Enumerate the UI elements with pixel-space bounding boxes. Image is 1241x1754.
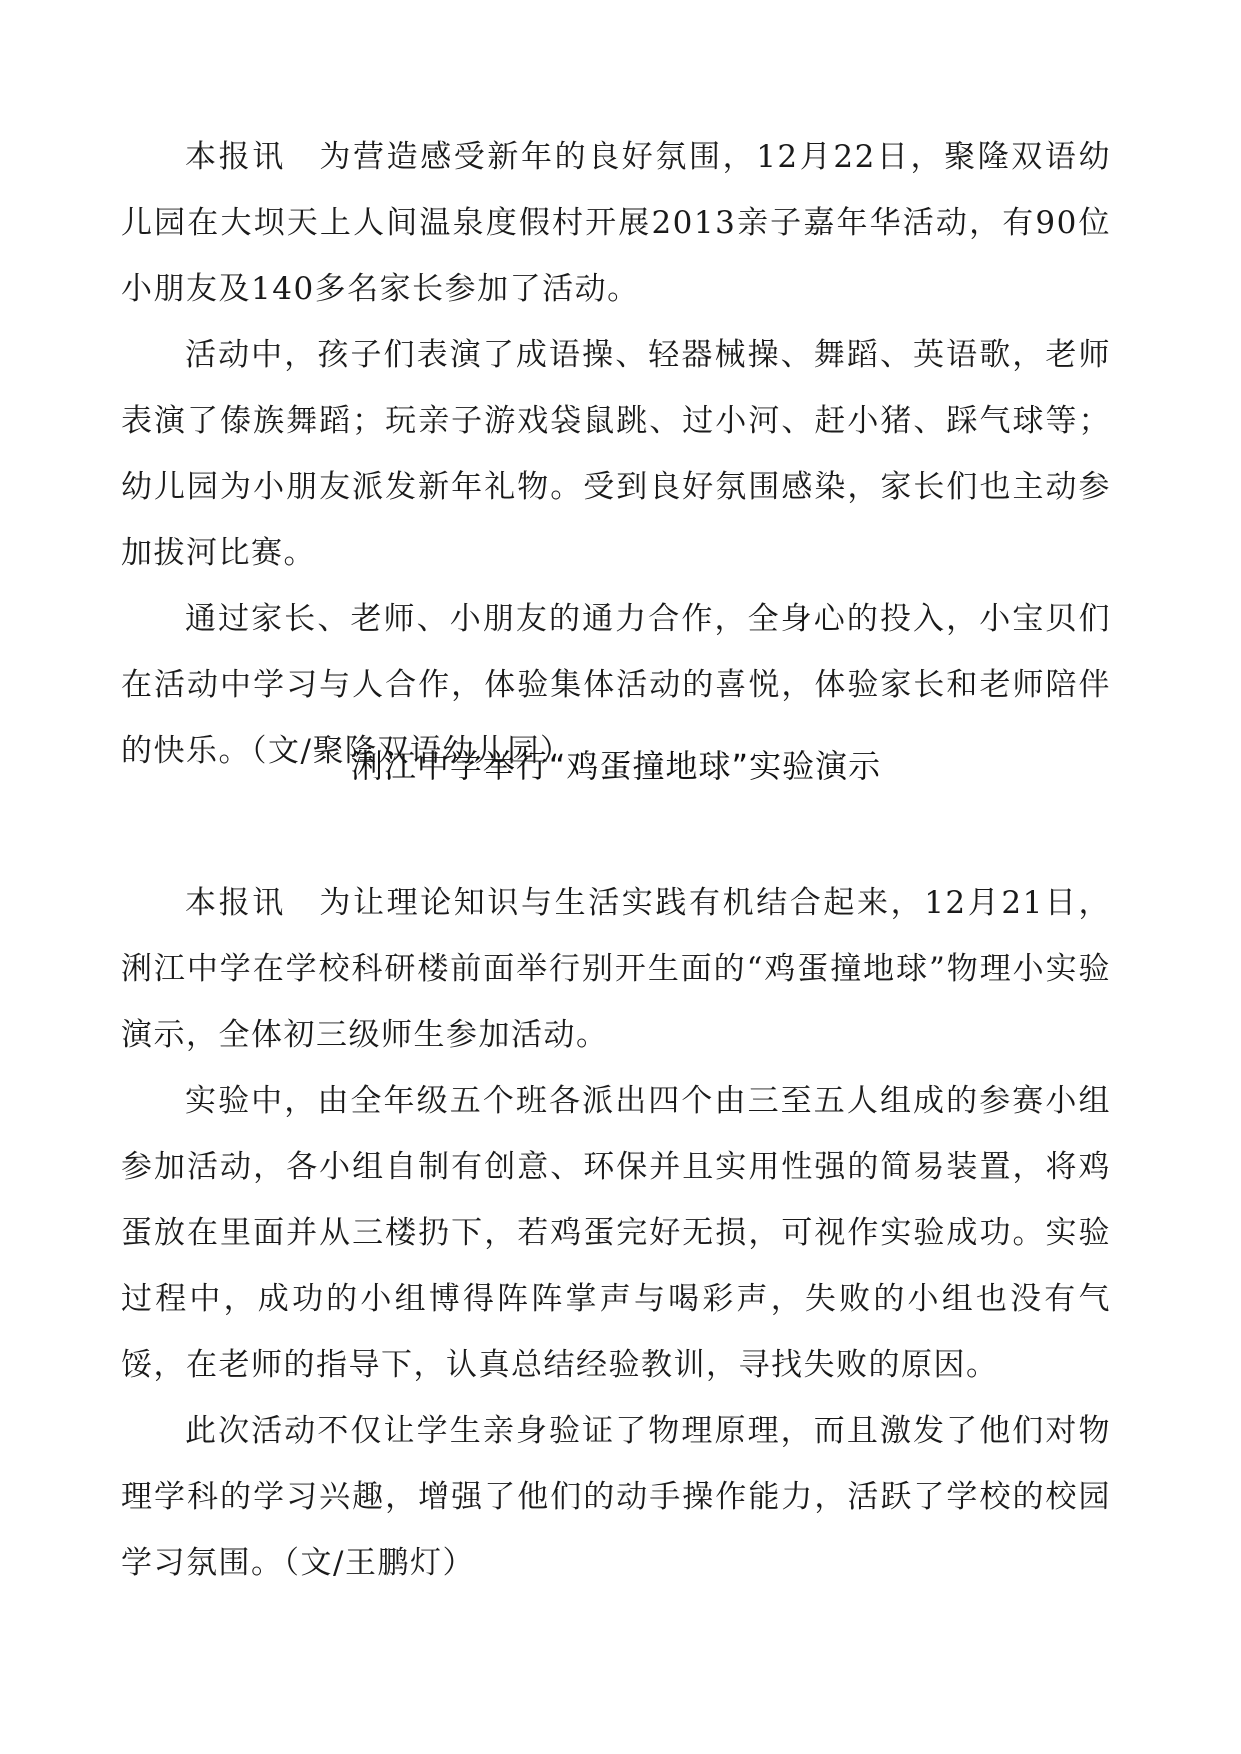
article1-paragraph-2: 活动中，孩子们表演了成语操、轻器械操、舞蹈、英语歌，老师表演了傣族舞蹈；玩亲子游戏袋鼠跳、过小河、赶小猪、踩气球等；幼儿园为小朋友派发新年礼物。受到良好氛围感染，家长们也主动参加拔河比赛。 [121, 337, 1111, 571]
article2-headline: 浰江中学举行“鸡蛋撞地球”实验演示 [350, 747, 882, 785]
article1-paragraph-1: 本报讯 为营造感受新年的良好氛围，12月22日，聚隆双语幼儿园在大坝天上人间温泉度假村开展2013亲子嘉年华活动，有90位小朋友及140多名家长参加了活动。 [121, 139, 1111, 307]
article2-paragraph-1: 本报讯 为让理论知识与生活实践有机结合起来，12月21日，浰江中学在学校科研楼前面举行别开生面的“鸡蛋撞地球”物理小实验演示，全体初三级师生参加活动。 [121, 885, 1111, 1053]
article1-paragraph-3: 通过家长、老师、小朋友的通力合作，全身心的投入，小宝贝们在活动中学习与人合作，体验集体活动的喜悦，体验家长和老师陪伴的快乐。（文/聚隆双语幼儿园） [121, 601, 1111, 769]
article-kindergarten-carnival [121, 124, 1111, 784]
article2-paragraph-2: 实验中，由全年级五个班各派出四个由三至五人组成的参赛小组参加活动，各小组自制有创意、环保并且实用性强的简易装置，将鸡蛋放在里面并从三楼扔下，若鸡蛋完好无损，可视作实验成功。实验过程中，成功的小组博得阵阵掌声与喝彩声，失败的小组也没有气馁，在老师的指导下，认真总结经验教训，寻找失败的原因。 [121, 1083, 1111, 1383]
article2-paragraph-3: 此次活动不仅让学生亲身验证了物理原理，而且激发了他们对物理学科的学习兴趣，增强了他们的动手操作能力，活跃了学校的校园学习氛围。（文/王鹏灯） [121, 1413, 1111, 1581]
article-egg-drop-experiment [121, 870, 1111, 1596]
